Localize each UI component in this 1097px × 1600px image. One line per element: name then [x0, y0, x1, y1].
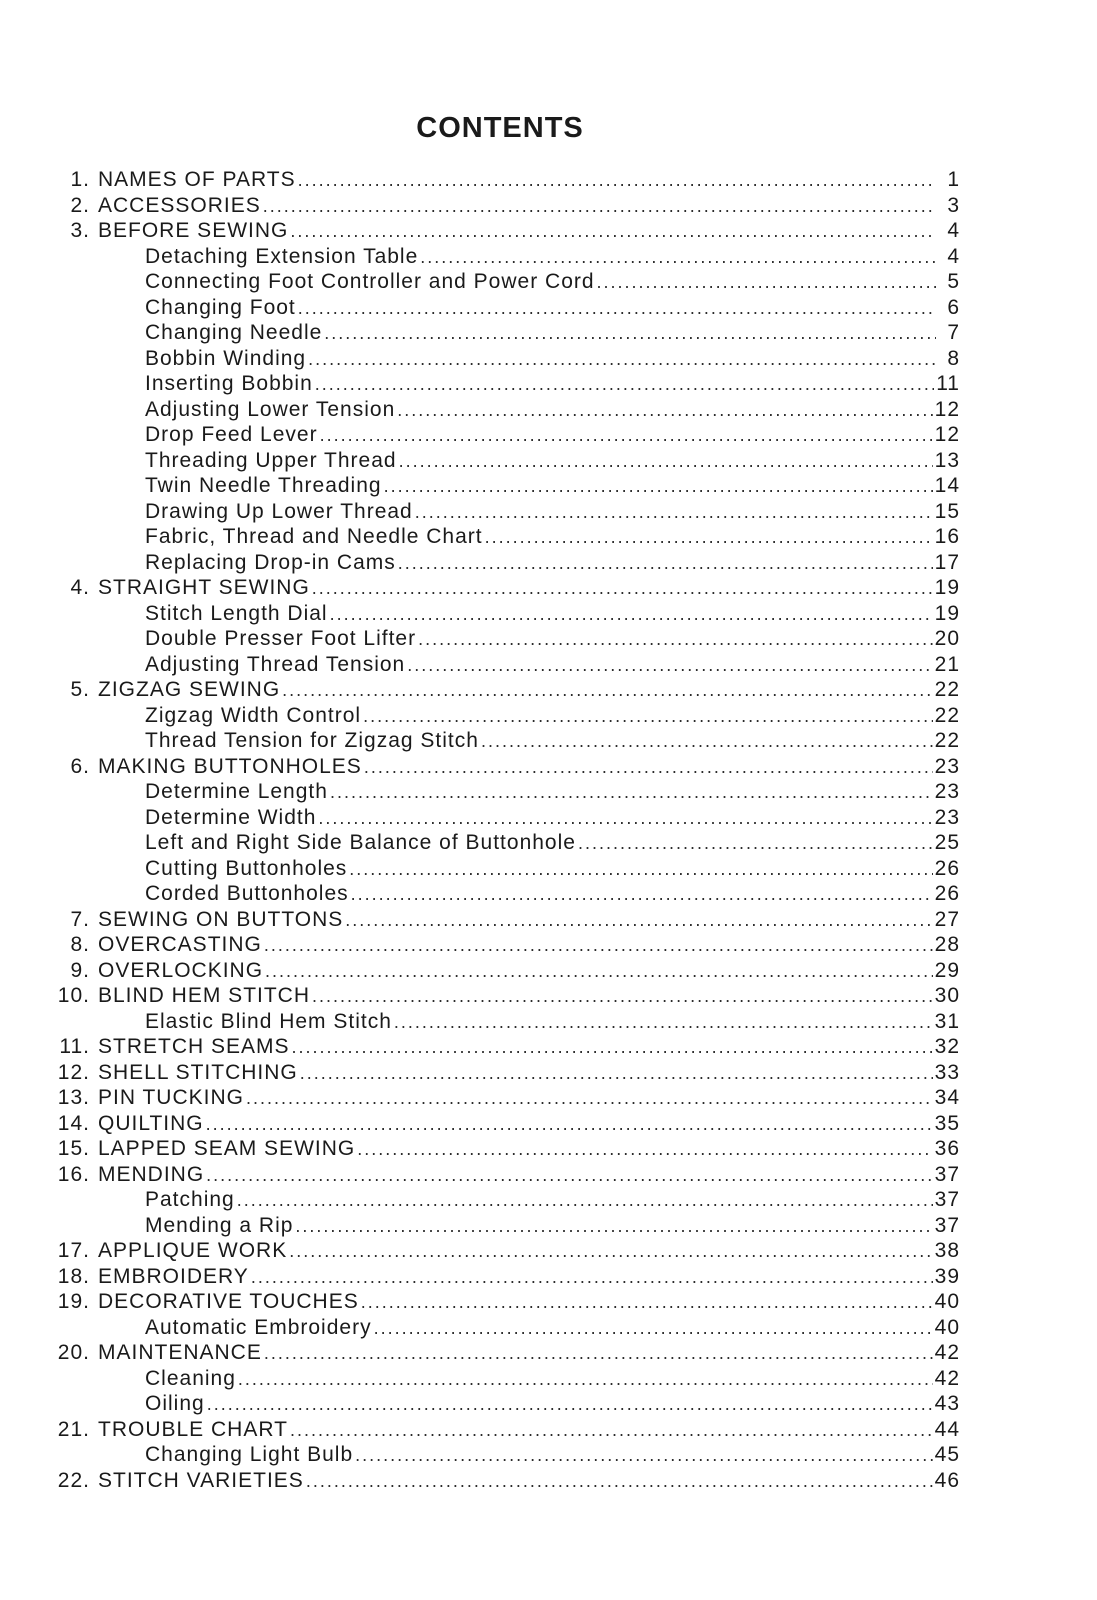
toc-subentry — [40, 269, 960, 295]
dot-leader — [351, 882, 933, 908]
toc-entry-number: 7. — [70, 907, 90, 931]
toc-entry-label: MAINTENANCE — [98, 1341, 262, 1364]
toc-page-number: 13 — [934, 448, 960, 472]
toc-page-number: 28 — [934, 933, 960, 956]
dot-leader — [578, 831, 933, 857]
toc-entry-label: NAMES OF PARTS — [98, 168, 296, 191]
toc-page-number: 23 — [934, 805, 960, 829]
toc-page-number: 36 — [934, 1137, 960, 1160]
toc-entry-number: 2. — [70, 193, 90, 217]
toc-page-number: 40 — [934, 1290, 960, 1313]
toc-page-number: 7 — [947, 321, 960, 344]
toc-entry-label: MENDING — [98, 1162, 205, 1186]
toc-page-number: 4 — [947, 244, 960, 268]
toc-subentry — [40, 448, 960, 474]
toc-subentry — [40, 524, 960, 550]
toc-page-number: 23 — [934, 780, 960, 803]
toc-page-number: 27 — [934, 907, 960, 931]
toc-entry-label: Stitch Length Dial — [145, 601, 328, 625]
toc-entry-label: Determine Length — [145, 780, 328, 803]
toc-entry-number: 9. — [70, 958, 90, 982]
toc-page-number: 37 — [934, 1213, 960, 1237]
toc-page-number: 17 — [934, 550, 960, 574]
toc-entry — [40, 1060, 960, 1086]
toc-entry-label: SEWING ON BUTTONS — [98, 907, 344, 931]
toc-entry-label: Patching — [145, 1188, 235, 1211]
dot-leader — [251, 1265, 933, 1291]
toc-entry-label: Inserting Bobbin — [145, 372, 313, 395]
toc-subentry — [40, 422, 960, 448]
toc-subentry — [40, 550, 960, 576]
toc-entry-number: 12. — [57, 1060, 90, 1084]
toc-entry-label: MAKING BUTTONHOLES — [98, 754, 362, 778]
toc-subentry — [40, 499, 960, 525]
toc-page-number: 22 — [934, 678, 960, 701]
toc-page-number: 45 — [934, 1443, 960, 1466]
toc-entry-label: Oiling — [145, 1392, 205, 1415]
toc-entry-label: OVERCASTING — [98, 933, 262, 956]
toc-page-number: 34 — [934, 1086, 960, 1109]
toc-page-number: 32 — [934, 1035, 960, 1058]
dot-leader — [361, 1290, 933, 1316]
toc-entry-label: Determine Width — [145, 805, 317, 829]
toc-subentry — [40, 473, 960, 499]
toc-subentry — [40, 601, 960, 627]
toc-entry-number: 3. — [70, 219, 90, 242]
toc-entry-label: Cleaning — [145, 1366, 236, 1390]
toc-page-number: 22 — [934, 703, 960, 727]
toc-entry-label: APPLIQUE WORK — [98, 1239, 288, 1262]
dot-leader — [384, 474, 933, 500]
toc-entry-number: 18. — [57, 1264, 90, 1288]
toc-entry-number: 5. — [70, 678, 90, 701]
toc-page-number: 42 — [934, 1366, 960, 1390]
toc-subentry — [40, 1213, 960, 1239]
toc-entry — [40, 1340, 960, 1366]
toc-entry-label: BEFORE SEWING — [98, 219, 289, 242]
toc-subentry — [40, 830, 960, 856]
toc-entry — [40, 754, 960, 780]
toc-entry-number: 8. — [70, 933, 90, 956]
dot-leader — [290, 219, 936, 245]
dot-leader — [238, 1367, 933, 1393]
dot-leader — [290, 1418, 933, 1444]
toc-subentry — [40, 881, 960, 907]
toc-entry — [40, 1238, 960, 1264]
toc-subentry — [40, 371, 960, 397]
toc-subentry — [40, 244, 960, 270]
toc-subentry — [40, 295, 960, 321]
toc-entry — [40, 1111, 960, 1137]
dot-leader — [295, 1214, 932, 1240]
toc-entry — [40, 1264, 960, 1290]
dot-leader — [312, 984, 933, 1010]
toc-entry-label: Connecting Foot Controller and Power Cord — [145, 270, 595, 293]
toc-entry-label: Mending a Rip — [145, 1213, 294, 1237]
dot-leader — [298, 296, 936, 322]
toc-page-number: 21 — [934, 652, 960, 676]
dot-leader — [246, 1086, 933, 1112]
toc-subentry — [40, 1187, 960, 1213]
dot-leader — [399, 449, 933, 475]
dot-leader — [374, 1316, 933, 1342]
toc-entry-label: Cutting Buttonholes — [145, 856, 348, 880]
toc-entry-label: Adjusting Thread Tension — [145, 652, 406, 676]
toc-entry — [40, 983, 960, 1009]
toc-entry-number: 1. — [70, 168, 90, 191]
toc-entry — [40, 1162, 960, 1188]
toc-entry — [40, 932, 960, 958]
toc-page-number: 11 — [936, 372, 960, 395]
toc-entry-number: 14. — [57, 1111, 90, 1135]
toc-page-number: 19 — [934, 601, 960, 625]
dot-leader — [398, 551, 933, 577]
toc-entry-number: 16. — [57, 1162, 90, 1186]
toc-entry-label: Changing Light Bulb — [145, 1443, 354, 1466]
dot-leader — [324, 321, 936, 347]
toc-entry-label: SHELL STITCHING — [98, 1060, 298, 1084]
toc-entry-label: LAPPED SEAM SEWING — [98, 1137, 356, 1160]
toc-entry-label: Fabric, Thread and Needle Chart — [145, 525, 483, 548]
dot-leader — [282, 678, 932, 704]
dot-leader — [300, 1061, 933, 1087]
toc-subentry — [40, 1009, 960, 1035]
toc-entry — [40, 907, 960, 933]
toc-page-number: 43 — [934, 1392, 960, 1415]
toc-entry — [40, 1289, 960, 1315]
dot-leader — [206, 1112, 933, 1138]
dot-leader — [206, 1163, 932, 1189]
toc-entry — [40, 1468, 960, 1494]
toc-page-number: 26 — [934, 856, 960, 880]
toc-entry — [40, 1136, 960, 1162]
toc-page-number: 25 — [934, 831, 960, 854]
toc-subentry — [40, 652, 960, 678]
toc-entry-number: 21. — [57, 1417, 90, 1441]
toc-entry-label: Left and Right Side Balance of Buttonhole — [145, 831, 576, 854]
toc-page-number: 31 — [934, 1009, 960, 1033]
toc-page-number: 35 — [934, 1111, 960, 1135]
toc-entry-label: STRETCH SEAMS — [98, 1035, 290, 1058]
toc-entry-label: Double Presser Foot Lifter — [145, 627, 417, 650]
table-of-contents — [40, 167, 960, 1493]
toc-subentry — [40, 1366, 960, 1392]
toc-page-number: 19 — [934, 576, 960, 599]
toc-page-number: 12 — [934, 423, 960, 446]
toc-subentry — [40, 703, 960, 729]
dot-leader — [298, 168, 936, 194]
dot-leader — [420, 245, 936, 271]
toc-entry-number: 4. — [70, 576, 90, 599]
dot-leader — [330, 602, 933, 628]
toc-page-number: 20 — [934, 627, 960, 650]
toc-page-number: 6 — [947, 295, 960, 319]
toc-entry-label: BLIND HEM STITCH — [98, 984, 311, 1007]
toc-subentry — [40, 626, 960, 652]
dot-leader — [485, 525, 933, 551]
toc-entry-label: TROUBLE CHART — [98, 1417, 288, 1441]
toc-entry-label: ZIGZAG SEWING — [98, 678, 281, 701]
toc-page-number: 39 — [934, 1264, 960, 1288]
toc-entry-label: STRAIGHT SEWING — [98, 576, 310, 599]
toc-entry-label: Corded Buttonholes — [145, 882, 349, 905]
toc-page-number: 4 — [947, 219, 960, 242]
toc-entry-label: Drop Feed Lever — [145, 423, 318, 446]
dot-leader — [264, 933, 933, 959]
toc-entry — [40, 1085, 960, 1111]
toc-page-number: 5 — [947, 270, 960, 293]
toc-entry-number: 10. — [57, 984, 90, 1007]
toc-entry — [40, 958, 960, 984]
toc-page-number: 40 — [934, 1315, 960, 1339]
dot-leader — [345, 908, 932, 934]
toc-entry-label: Threading Upper Thread — [145, 448, 397, 472]
dot-leader — [418, 627, 933, 653]
dot-leader — [318, 806, 932, 832]
toc-page-number: 29 — [934, 958, 960, 982]
dot-leader — [394, 1010, 933, 1036]
dot-leader — [263, 194, 936, 220]
dot-leader — [415, 500, 933, 526]
dot-leader — [481, 729, 933, 755]
toc-page-number: 23 — [934, 754, 960, 778]
dot-leader — [355, 1443, 932, 1469]
toc-page-number: 26 — [934, 882, 960, 905]
toc-entry-label: Automatic Embroidery — [145, 1315, 372, 1339]
toc-entry — [40, 167, 960, 193]
page-title: CONTENTS — [416, 112, 584, 144]
toc-entry-number: 19. — [57, 1290, 90, 1313]
toc-entry-label: ACCESSORIES — [98, 193, 261, 217]
toc-subentry — [40, 1391, 960, 1417]
toc-subentry — [40, 397, 960, 423]
dot-leader — [407, 653, 932, 679]
toc-entry — [40, 1417, 960, 1443]
toc-entry-number: 13. — [57, 1086, 90, 1109]
toc-entry-label: Twin Needle Threading — [145, 474, 382, 497]
toc-entry-label: Zigzag Width Control — [145, 703, 362, 727]
toc-entry-label: Changing Foot — [145, 295, 296, 319]
toc-page-number: 1 — [947, 168, 960, 191]
dot-leader — [364, 755, 933, 781]
toc-page-number: 44 — [934, 1417, 960, 1441]
toc-entry-label: Adjusting Lower Tension — [145, 397, 396, 421]
toc-entry-label: Bobbin Winding — [145, 346, 307, 370]
toc-entry — [40, 575, 960, 601]
toc-entry — [40, 218, 960, 244]
toc-page-number: 37 — [934, 1162, 960, 1186]
toc-entry-label: Elastic Blind Hem Stitch — [145, 1009, 392, 1033]
toc-page-number: 22 — [934, 729, 960, 752]
toc-entry-label: Thread Tension for Zigzag Stitch — [145, 729, 479, 752]
dot-leader — [320, 423, 933, 449]
toc-page-number: 33 — [934, 1060, 960, 1084]
dot-leader — [308, 347, 936, 373]
toc-entry-number: 15. — [57, 1137, 90, 1160]
toc-entry-label: Changing Needle — [145, 321, 323, 344]
toc-page-number: 12 — [934, 397, 960, 421]
toc-entry-number: 17. — [57, 1239, 90, 1262]
dot-leader — [312, 576, 933, 602]
toc-subentry — [40, 856, 960, 882]
toc-entry-label: PIN TUCKING — [98, 1086, 244, 1109]
dot-leader — [265, 959, 933, 985]
toc-subentry — [40, 728, 960, 754]
toc-entry-label: STITCH VARIETIES — [98, 1468, 304, 1492]
toc-subentry — [40, 805, 960, 831]
dot-leader — [397, 398, 932, 424]
toc-entry-label: DECORATIVE TOUCHES — [98, 1290, 359, 1313]
toc-subentry — [40, 346, 960, 372]
dot-leader — [264, 1341, 933, 1367]
dot-leader — [292, 1035, 933, 1061]
toc-entry-label: OVERLOCKING — [98, 958, 264, 982]
toc-entry-label: QUILTING — [98, 1111, 204, 1135]
toc-page-number: 3 — [947, 193, 960, 217]
toc-subentry — [40, 320, 960, 346]
toc-entry — [40, 1034, 960, 1060]
toc-subentry — [40, 779, 960, 805]
toc-entry — [40, 677, 960, 703]
dot-leader — [597, 270, 936, 296]
dot-leader — [207, 1392, 933, 1418]
toc-entry-number: 20. — [57, 1341, 90, 1364]
toc-entry-number: 22. — [57, 1468, 90, 1492]
toc-subentry — [40, 1442, 960, 1468]
toc-page-number: 8 — [947, 346, 960, 370]
dot-leader — [363, 704, 933, 730]
toc-page-number: 16 — [934, 525, 960, 548]
toc-subentry — [40, 1315, 960, 1341]
dot-leader — [330, 780, 933, 806]
dot-leader — [237, 1188, 933, 1214]
toc-entry-label: EMBROIDERY — [98, 1264, 249, 1288]
dot-leader — [289, 1239, 932, 1265]
dot-leader — [315, 372, 934, 398]
toc-entry-label: Detaching Extension Table — [145, 244, 419, 268]
toc-page-number: 30 — [934, 984, 960, 1007]
toc-entry — [40, 193, 960, 219]
toc-entry-number: 6. — [70, 754, 90, 778]
dot-leader — [357, 1137, 932, 1163]
toc-page-number: 46 — [934, 1468, 960, 1492]
toc-entry-number: 11. — [59, 1035, 90, 1058]
toc-entry-label: Drawing Up Lower Thread — [145, 499, 413, 523]
toc-page-number: 14 — [934, 474, 960, 497]
toc-page-number: 38 — [934, 1239, 960, 1262]
toc-entry-label: Replacing Drop-in Cams — [145, 550, 396, 574]
dot-leader — [306, 1469, 933, 1495]
toc-page-number: 42 — [934, 1341, 960, 1364]
toc-page-number: 15 — [934, 499, 960, 523]
toc-page-number: 37 — [934, 1188, 960, 1211]
dot-leader — [349, 857, 932, 883]
